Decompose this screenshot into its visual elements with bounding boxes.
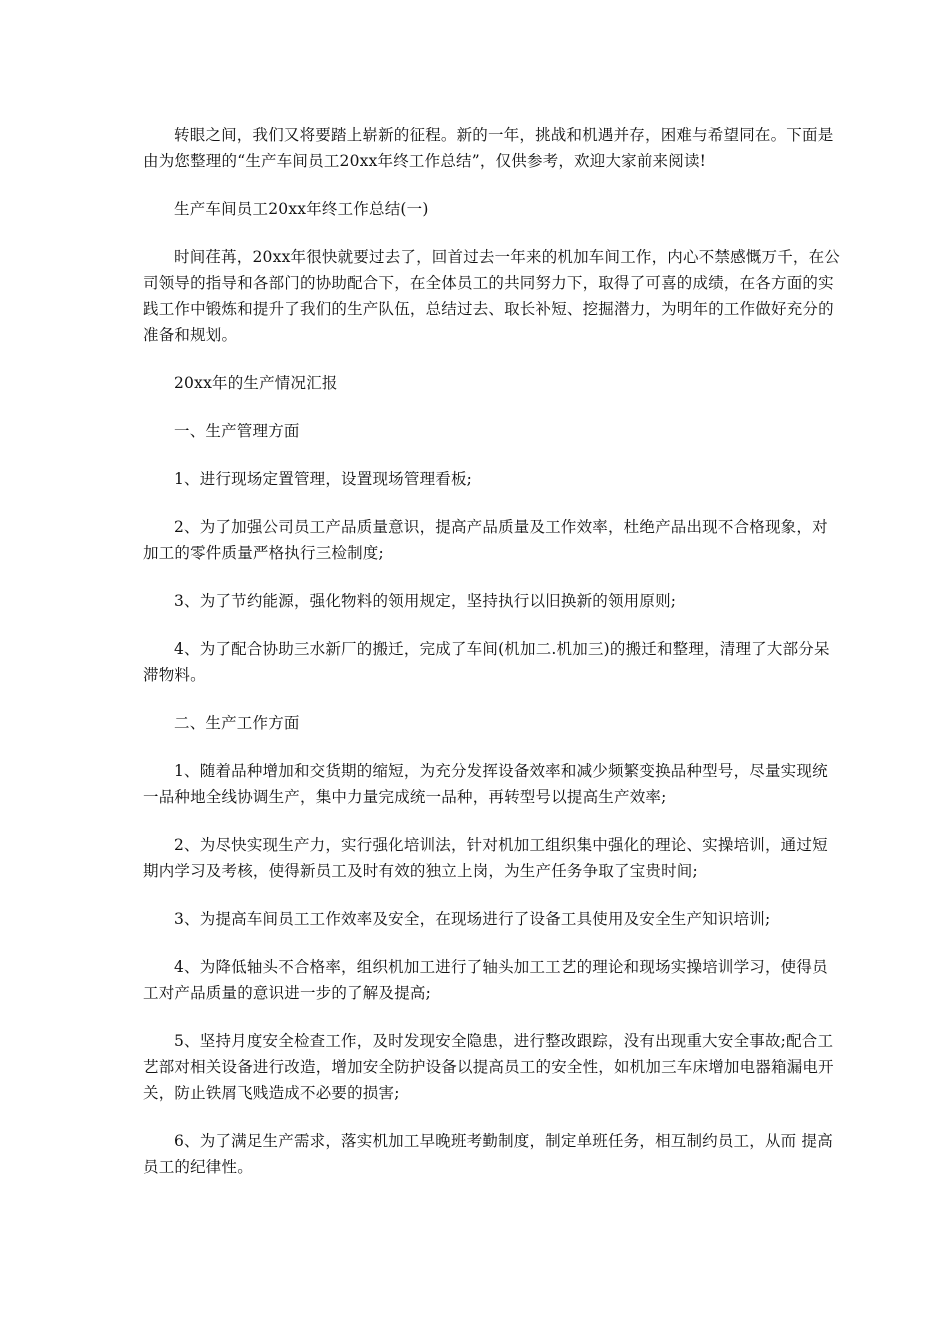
list-item: 4、为了配合协助三水新厂的搬迁，完成了车间(机加二.机加三)的搬迁和整理，清理了大部分呆滞物料。 <box>143 640 830 684</box>
list-item: 5、坚持月度安全检查工作，及时发现安全隐患，进行整改跟踪，没有出现重大安全事故;配合工艺部对相关设备进行改造，增加安全防护设备以提高员工的安全性，如机加三车床增加电器箱漏电开关，防止铁屑飞贱造成不必要的损害; <box>143 1032 834 1102</box>
list-item: 4、为降低轴头不合格率，组织机加工进行了轴头加工工艺的理论和现场实操培训学习，使得员工对产品质量的意识进一步的了解及提高; <box>143 958 828 1002</box>
section-heading-work: 二、生产工作方面 <box>174 714 300 732</box>
body-paragraph: 时间荏苒，20xx年很快就要过去了，回首过去一年来的机加车间工作，内心不禁感慨万千，在公司领导的指导和各部门的协助配合下，在全体员工的共同努力下，取得了可喜的成绩，在各方面的实践工作中锻炼和提升了我们的生产队伍，总结过去、取长补短、挖掘潜力，为明年的工作做好充分的准备和规划。 <box>143 248 841 344</box>
intro-paragraph: 转眼之间，我们又将要踏上崭新的征程。新的一年，挑战和机遇并存，困难与希望同在。下面是由为您整理的“生产车间员工20xx年终工作总结”，仅供参考，欢迎大家前来阅读! <box>143 126 834 170</box>
list-item: 2、为了加强公司员工产品质量意识，提高产品质量及工作效率，杜绝产品出现不合格现象，对加工的零件质量严格执行三检制度; <box>143 518 828 562</box>
list-item: 1、进行现场定置管理，设置现场管理看板; <box>174 470 473 488</box>
subsection-title: 20xx年的生产情况汇报 <box>174 374 338 392</box>
section-title: 生产车间员工20xx年终工作总结(一) <box>174 200 429 218</box>
list-item: 3、为了节约能源，强化物料的领用规定，坚持执行以旧换新的领用原则; <box>174 592 677 610</box>
section-heading-management: 一、生产管理方面 <box>174 422 300 440</box>
list-item: 6、为了满足生产需求，落实机加工早晚班考勤制度，制定单班任务，相互制约员工，从而 提高员工的纪律性。 <box>143 1132 833 1176</box>
document-body <box>143 122 843 1202</box>
list-item: 1、随着品种增加和交货期的缩短，为充分发挥设备效率和减少频繁变换品种型号，尽量实现统一品种地全线协调生产，集中力量完成统一品种，再转型号以提高生产效率; <box>143 762 828 806</box>
list-item: 3、为提高车间员工工作效率及安全，在现场进行了设备工具使用及安全生产知识培训; <box>174 910 771 928</box>
list-item: 2、为尽快实现生产力，实行强化培训法，针对机加工组织集中强化的理论、实操培训，通过短期内学习及考核，使得新员工及时有效的独立上岗，为生产任务争取了宝贵时间; <box>143 836 828 880</box>
